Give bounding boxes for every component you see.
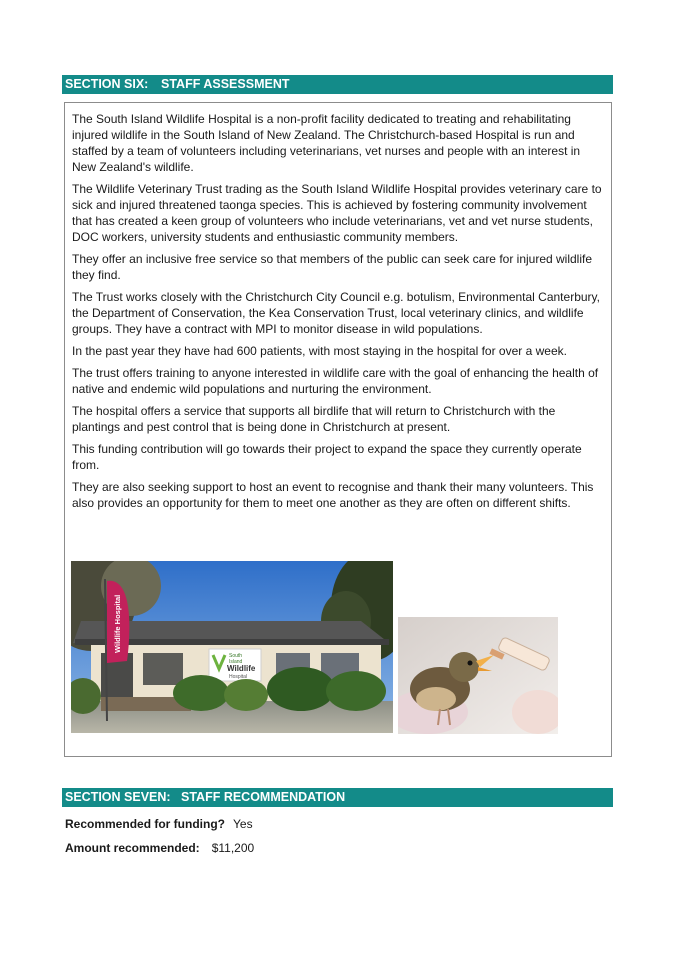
paragraph: This funding contribution will go towards their project to expand the space they currently operate from.	[72, 442, 582, 472]
bird-feeding-photo	[398, 617, 558, 734]
paragraph: The trust offers training to anyone interested in wildlife care with the goal of enhancing the health of native and endemic wild populations and nurturing the environment.	[72, 366, 599, 396]
flag-text: Wildlife Hospital	[113, 594, 122, 653]
section-six-title: STAFF ASSESSMENT	[161, 77, 290, 91]
paragraph: They offer an inclusive free service so that members of the public can seek care for injured wildlife they find.	[72, 252, 593, 282]
sign-text-hospital: Hospital	[229, 674, 248, 680]
sign-text-south: South	[229, 653, 243, 659]
hospital-building-photo	[71, 561, 393, 733]
sign-text-island: Island	[229, 659, 243, 665]
section-six-header	[62, 75, 613, 94]
paragraph: The hospital offers a service that supports all birdlife that will return to Christchurch with the plantings and pest control that is being done in Christchurch at present.	[72, 404, 556, 434]
paragraph: They are also seeking support to host an event to recognise and thank their many volunteers. This also provides an opportunity for them to meet one another as they are often on different shifts.	[72, 480, 594, 510]
paragraph: The South Island Wildlife Hospital is a non-profit facility dedicated to treating and rehabilitating injured wildlife in the South Island of New Zealand. The Christchurch-based Hospital is run and staffed by a team of volunteers including veterinarians, vet nurses and people with an interest in New Zealand's wildlife.	[72, 112, 581, 174]
section-seven-title: STAFF RECOMMENDATION	[181, 790, 346, 804]
recommended-label: Recommended for funding?	[65, 817, 225, 831]
recommended-row	[65, 816, 253, 832]
amount-value: $11,200	[211, 841, 255, 855]
assessment-text	[72, 111, 606, 517]
section-seven-header	[62, 788, 613, 807]
section-six-number: SECTION SIX:	[65, 77, 149, 91]
amount-label: Amount recommended:	[65, 841, 200, 855]
section-seven-number: SECTION SEVEN:	[65, 790, 171, 804]
recommended-value: Yes	[233, 817, 253, 831]
paragraph: The Trust works closely with the Christchurch City Council e.g. botulism, Environmental Canterbury, the Department of Conservation, the Kea Conservation Trust, local veterinary clinics, and wildlife groups. They have a contract with MPI to monitor disease in wild populations.	[72, 290, 600, 336]
staff-assessment-box	[64, 102, 612, 757]
amount-row	[65, 840, 254, 856]
paragraph: The Wildlife Veterinary Trust trading as the South Island Wildlife Hospital provides veterinary care to sick and injured threatened taonga species. This is achieved by fostering community involvement that has created a keen group of volunteers who include veterinarians, vet and vet nurse students, DOC workers, university students and enthusiastic community members.	[72, 182, 602, 244]
paragraph: In the past year they have had 600 patients, with most staying in the hospital for over a week.	[72, 344, 567, 358]
sign-text-wildlife: Wildlife	[227, 664, 256, 673]
